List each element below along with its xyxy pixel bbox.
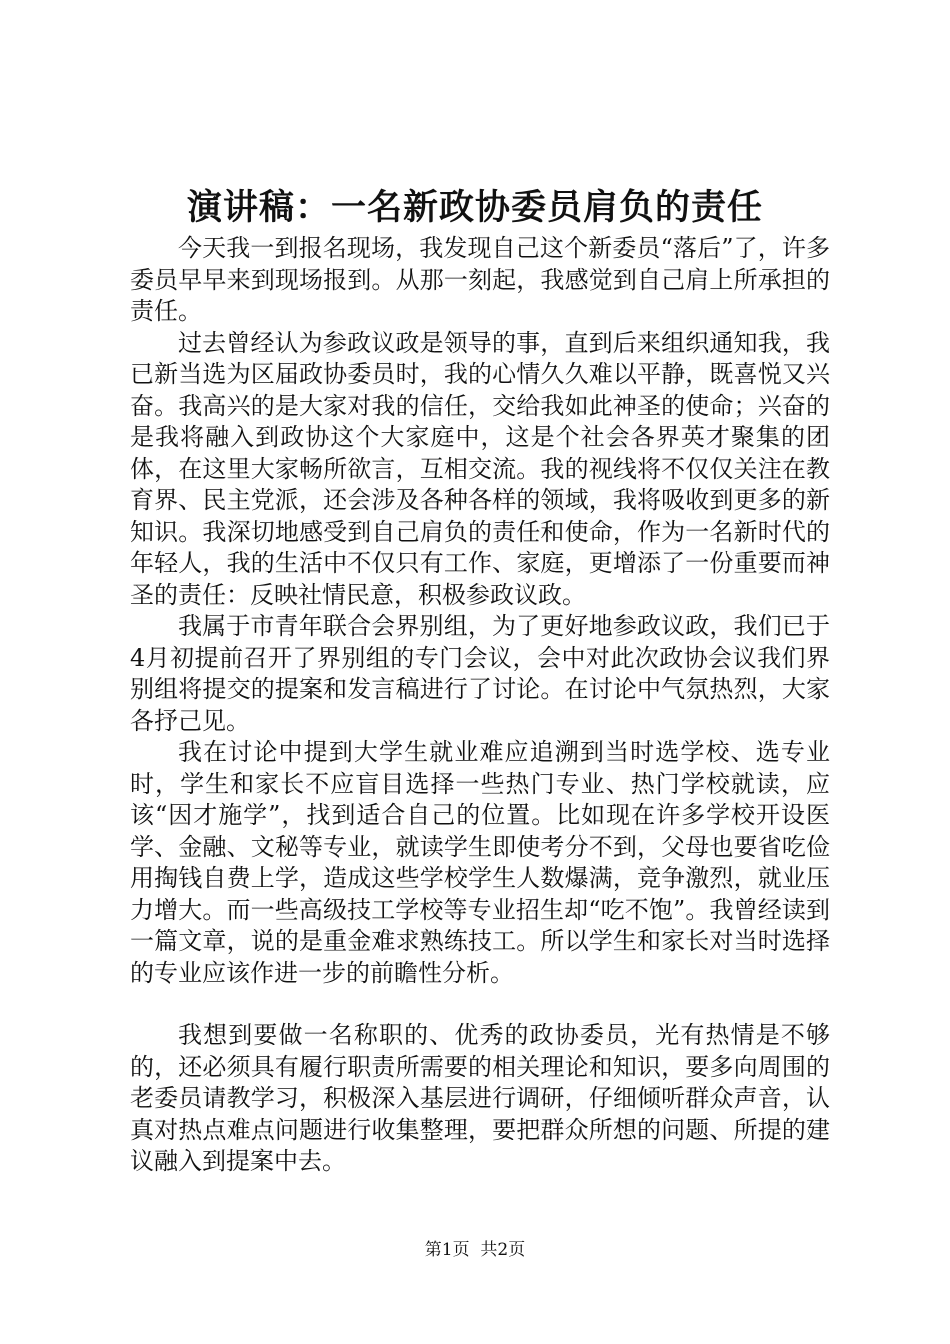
document-body [130,233,830,1178]
paragraph-1: 今天我一到报名现场，我发现自己这个新委员“落后”了，许多委员早早来到现场报到。从那一刻起，我感觉到自己肩上所承担的责任。 [130,234,830,325]
paragraph-3: 我属于市青年联合会界别组，为了更好地参政议政，我们已于4月初提前召开了界别组的专门会议，会中对此次政协会议我们界别组将提交的提案和发言稿进行了讨论。在讨论中气氛热烈，大家各抒己见。 [130,612,830,735]
page-number-label: 第1页 共2页 [424,1240,526,1260]
paragraph-2: 过去曾经认为参政议政是领导的事，直到后来组织通知我，我已新当选为区届政协委员时，我的心情久久难以平静，既喜悦又兴奋。我高兴的是大家对我的信任，交给我如此神圣的使命；兴奋的是我将融入到政协这个大家庭中，这是个社会各界英才聚集的团体，在这里大家畅所欲言，互相交流。我的视线将不仅仅关注在教育界、民主党派，还会涉及各种各样的领域，我将吸收到更多的新知识。我深切地感受到自己肩负的责任和使命，作为一名新时代的年轻人，我的生活中不仅只有工作、家庭，更增添了一份重要而神圣的责任：反映社情民意，积极参政议政。 [130,328,830,609]
paragraph-5: 我想到要做一名称职的、优秀的政协委员，光有热情是不够的，还必须具有履行职责所需要的相关理论和知识，要多向周围的老委员请教学习，积极深入基层进行调研，仔细倾听群众声音，认真对热点难点问题进行收集整理，要把群众所想的问题、所提的建议融入到提案中去。 [130,1021,830,1175]
paragraph-4: 我在讨论中提到大学生就业难应追溯到当时选学校、选专业时，学生和家长不应盲目选择一些热门专业、热门学校就读，应该“因才施学”，找到适合自己的位置。比如现在许多学校开设医学、金融、文秘等专业，就读学生即使考分不到，父母也要省吃俭用掏钱自费上学，造成这些学校学生人数爆满，竞争激烈，就业压力增大。而一些高级技工学校等专业招生却“吃不饱”。我曾经读到一篇文章，说的是重金难求熟练技工。所以学生和家长对当时选择的专业应该作进一步的前瞻性分析。 [130,738,830,987]
document-title: 演讲稿：一名新政协委员肩负的责任 [186,187,763,228]
page-footer [0,1238,950,1262]
